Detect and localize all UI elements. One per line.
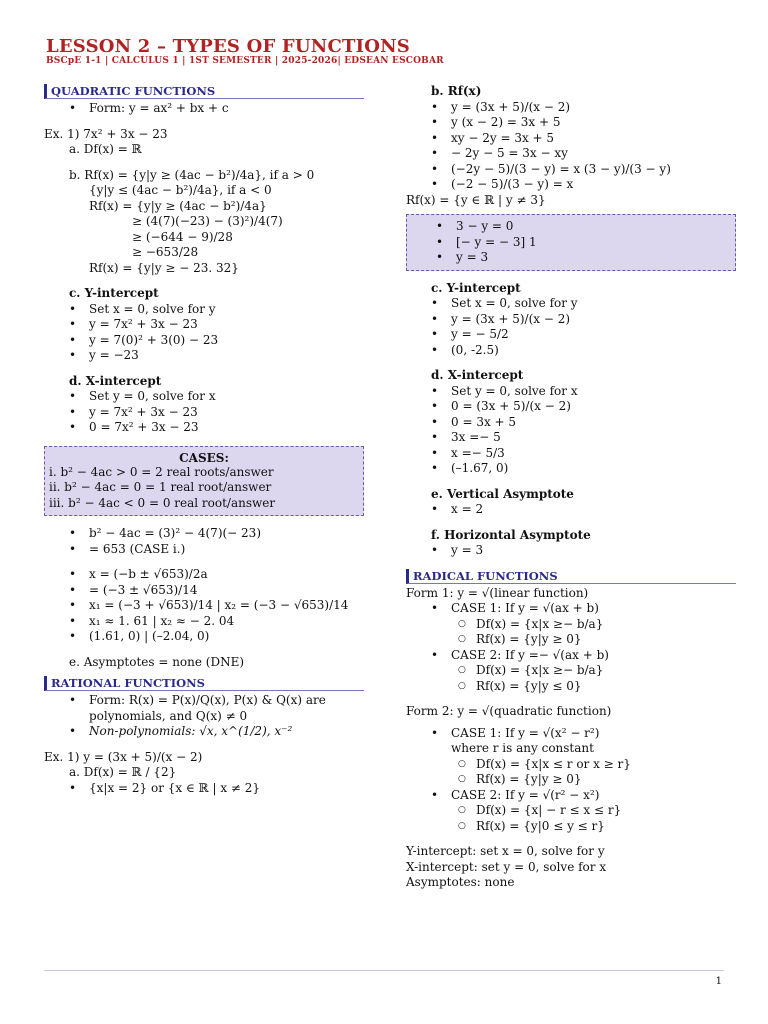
quad-form: • Form: y = ax² + bx + c bbox=[44, 101, 364, 117]
rational-range-step3: • xy − 2y = 3x + 5 bbox=[406, 131, 736, 147]
rational-form: • Form: R(x) = P(x)/Q(x), P(x) & Q(x) are bbox=[44, 693, 364, 709]
rational-range-step6: • (−2 − 5)/(3 − y) = x bbox=[406, 177, 736, 193]
rational-x-step1: • Set y = 0, solve for x bbox=[406, 384, 736, 400]
section-heading-quadratic: QUADRATIC FUNCTIONS bbox=[44, 84, 364, 99]
rational-y-step3: • y = − 5/2 bbox=[406, 327, 736, 343]
horizontal-asymptote-heading: f. Horizontal Asymptote bbox=[431, 527, 591, 542]
quad-asymptotes: e. Asymptotes = none (DNE) bbox=[69, 654, 245, 669]
roots-exact: • x₁ = (−3 + √653)/14 | x₂ = (−3 − √653)/14 bbox=[44, 598, 364, 614]
rational-x-intercept-heading: d. X-intercept bbox=[431, 368, 524, 382]
vertical-asymptote-heading: e. Vertical Asymptote bbox=[431, 486, 574, 501]
rational-range-step5: • (−2y − 5)/(3 − y) = x (3 − y)/(3 − y) bbox=[406, 162, 736, 178]
quad-range-step2: ≥ (−644 − 9)/28 bbox=[132, 229, 233, 244]
radical-x-intercept: X-intercept: set y = 0, solve for x bbox=[406, 859, 607, 874]
radical-form2-case2-range: ○ Rf(x) = {y|0 ≤ y ≤ r} bbox=[406, 819, 736, 835]
rational-y-intercept-heading: c. Y-intercept bbox=[431, 280, 521, 295]
quad-y-step2: • y = 7x² + 3x − 23 bbox=[44, 317, 364, 333]
quad-x-step1: • Set y = 0, solve for x bbox=[44, 389, 364, 405]
section-heading-rational: RATIONAL FUNCTIONS bbox=[44, 676, 364, 691]
quad-y-step1: • Set x = 0, solve for y bbox=[44, 302, 364, 318]
discriminant: • b² − 4ac = (3)² − 4(7)(− 23) bbox=[44, 526, 364, 542]
radical-form2-case2: • CASE 2: If y = √(r² − x²) bbox=[406, 788, 736, 804]
right-column bbox=[406, 84, 736, 891]
rational-range-step1: • y = (3x + 5)/(x − 2) bbox=[406, 100, 736, 116]
radical-form2-case1-range: ○ Rf(x) = {y|y ≥ 0} bbox=[406, 772, 736, 788]
rational-form-cont: polynomials, and Q(x) ≠ 0 bbox=[89, 708, 248, 723]
rational-range-step2: • y (x − 2) = 3x + 5 bbox=[406, 115, 736, 131]
radical-form1-case1-range: ○ Rf(x) = {y|y ≥ 0} bbox=[406, 632, 736, 648]
range-box-step2: • [− y = − 3] 1 bbox=[411, 235, 731, 251]
case-3: iii. b² − 4ac < 0 = 0 real root/answer bbox=[49, 495, 276, 510]
section-heading-radical: RADICAL FUNCTIONS bbox=[406, 569, 736, 584]
radical-form2-case1: • CASE 1: If y = √(x² − r²) bbox=[406, 726, 736, 742]
quad-example: Ex. 1) 7x² + 3x − 23 bbox=[44, 126, 168, 141]
horizontal-asymptote-value: • y = 3 bbox=[406, 543, 736, 559]
rational-domain: a. Df(x) = ℝ / {2} bbox=[69, 765, 177, 779]
radical-form-1: Form 1: y = √(linear function) bbox=[406, 585, 589, 600]
quad-x-intercept-heading: d. X-intercept bbox=[69, 373, 162, 388]
quad-range-b: {y|y ≤ (4ac − b²)/4a}, if a < 0 bbox=[89, 183, 272, 197]
radical-form1-case2-range: ○ Rf(x) = {y|y ≤ 0} bbox=[406, 679, 736, 695]
rational-x-step5: • x =− 5/3 bbox=[406, 446, 736, 462]
page-title: LESSON 2 – TYPES OF FUNCTIONS bbox=[46, 36, 410, 57]
radical-form1-case2-domain: ○ Df(x) = {x|x ≥− b/a} bbox=[406, 663, 736, 679]
rational-range-result: Rf(x) = {y ∈ ℝ | y ≠ 3} bbox=[406, 192, 546, 207]
rational-x-point: • (–1.67, 0) bbox=[406, 461, 736, 477]
quadratic-formula: • x = (−b ± √653)/2a bbox=[44, 567, 364, 583]
rational-domain-set: • {x|x = 2} or {x ∈ ℝ | x ≠ 2} bbox=[44, 781, 364, 797]
quad-y-step4: • y = −23 bbox=[44, 348, 364, 364]
discriminant-value: • = 653 (CASE i.) bbox=[44, 542, 364, 558]
range-box-step3: • y = 3 bbox=[411, 250, 731, 266]
radical-form1-case1-domain: ○ Df(x) = {x|x ≥− b/a} bbox=[406, 617, 736, 633]
radical-form1-case2: • CASE 2: If y =− √(ax + b) bbox=[406, 648, 736, 664]
radical-form2-case2-domain: ○ Df(x) = {x| − r ≤ x ≤ r} bbox=[406, 803, 736, 819]
rational-y-step2: • y = (3x + 5)/(x − 2) bbox=[406, 312, 736, 328]
radical-form2-case1-domain: ○ Df(x) = {x|x ≤ r or x ≥ r} bbox=[406, 757, 736, 773]
quad-range-result: Rf(x) = {y|y ≥ − 23. 32} bbox=[89, 260, 239, 275]
left-column bbox=[44, 84, 364, 796]
vertical-asymptote-value: • x = 2 bbox=[406, 502, 736, 518]
quadratic-formula-sub: • = (−3 ± √653)/14 bbox=[44, 583, 364, 599]
radical-form1-case1: • CASE 1: If y = √(ax + b) bbox=[406, 601, 736, 617]
radical-form2-case1-note: where r is any constant bbox=[451, 741, 594, 755]
quad-x-step3: • 0 = 7x² + 3x − 23 bbox=[44, 420, 364, 436]
quad-range-step1: ≥ (4(7)(−23) − (3)²)/4(7) bbox=[132, 214, 283, 228]
roots-points: • (1.61, 0) | (–2.04, 0) bbox=[44, 629, 364, 645]
page-subtitle: BSCpE 1-1 | CALCULUS 1 | 1ST SEMESTER | 2025-2026| EDSEAN ESCOBAR bbox=[46, 56, 444, 66]
range-box-step1: • 3 − y = 0 bbox=[411, 219, 731, 235]
quad-x-step2: • y = 7x² + 3x − 23 bbox=[44, 405, 364, 421]
quad-range-step3: ≥ −653/28 bbox=[132, 245, 199, 259]
radical-y-intercept: Y-intercept: set x = 0, solve for y bbox=[406, 844, 605, 858]
rational-y-step1: • Set x = 0, solve for y bbox=[406, 296, 736, 312]
rational-range-step4: • − 2y − 5 = 3x − xy bbox=[406, 146, 736, 162]
rational-example: Ex. 1) y = (3x + 5)/(x − 2) bbox=[44, 749, 203, 764]
rational-x-step4: • 3x =− 5 bbox=[406, 430, 736, 446]
rational-y-point: • (0, -2.5) bbox=[406, 343, 736, 359]
case-1: i. b² − 4ac > 0 = 2 real roots/answer bbox=[49, 464, 274, 479]
roots-approx: • x₁ ≈ 1. 61 | x₂ ≈ − 2. 04 bbox=[44, 614, 364, 630]
rational-x-step3: • 0 = 3x + 5 bbox=[406, 415, 736, 431]
footer-divider bbox=[44, 970, 724, 971]
cases-box bbox=[44, 446, 364, 517]
range-solution-box bbox=[406, 214, 736, 271]
quad-y-step3: • y = 7(0)² + 3(0) − 23 bbox=[44, 333, 364, 349]
quad-y-intercept-heading: c. Y-intercept bbox=[69, 286, 159, 300]
cases-title: CASES: bbox=[179, 450, 229, 465]
quad-range-c: Rf(x) = {y|y ≥ (4ac − b²)/4a} bbox=[89, 198, 267, 213]
radical-asymptotes: Asymptotes: none bbox=[406, 875, 515, 889]
quad-range-a: b. Rf(x) = {y|y ≥ (4ac − b²)/4a}, if a > 0 bbox=[69, 167, 315, 182]
page-number: 1 bbox=[715, 976, 722, 987]
non-polynomials: • Non-polynomials: √x, x^(1/2), x⁻² bbox=[44, 724, 364, 740]
case-2: ii. b² − 4ac = 0 = 1 real root/answer bbox=[49, 480, 272, 494]
radical-form-2: Form 2: y = √(quadratic function) bbox=[406, 704, 612, 718]
rational-x-step2: • 0 = (3x + 5)/(x − 2) bbox=[406, 399, 736, 415]
quad-domain: a. Df(x) = ℝ bbox=[69, 142, 142, 156]
rational-range-heading: b. Rf(x) bbox=[431, 84, 482, 98]
